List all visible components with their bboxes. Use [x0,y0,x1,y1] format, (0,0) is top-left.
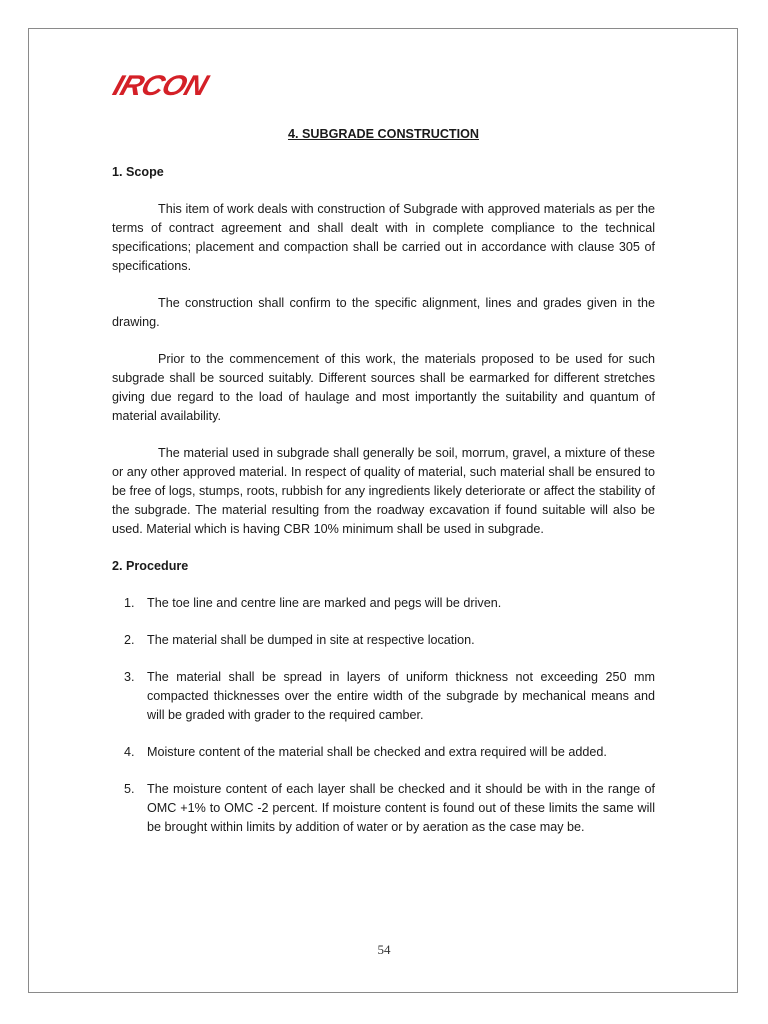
section-title: 4. SUBGRADE CONSTRUCTION [287,127,479,141]
list-item [112,780,655,837]
list-item-text: Moisture content of the material shall be checked and extra required will be added. [147,745,607,759]
scope-heading: 1. Scope [112,165,164,179]
ircon-logo: IRCON [109,70,211,102]
document-body [112,125,655,855]
procedure-heading: 2. Procedure [112,559,189,573]
list-item [112,594,655,613]
list-number: 2. [124,633,135,647]
list-item-text: The material shall be spread in layers of uniform thickness not exceeding 250 mm compacted thicknesses over the entire width of the subgrade by mechanical means and will be graded with grader to the required camber. [147,670,655,722]
list-item [112,631,655,650]
list-item [112,668,655,725]
procedure-list [112,594,655,837]
list-item-text: The toe line and centre line are marked and pegs will be driven. [147,596,502,610]
list-item [112,743,655,762]
list-number: 5. [124,782,135,796]
list-item-text: The moisture content of each layer shall be checked and it should be with in the range of OMC +1% to OMC -2 percent. If moisture content is found out of these limits the same will be brought within limits by addition of water or by aeration as the case may be. [147,782,655,834]
list-number: 1. [124,596,135,610]
scope-paragraph: The material used in subgrade shall generally be soil, morrum, gravel, a mixture of these or any other approved material. In respect of quality of material, such material shall be ensured to be free of logs, stumps, roots, rubbish for any ingredients likely deteriorate or affect the stability of the subgrade. The material resulting from the roadway excavation if found suitable will also be used. Material which is having CBR 10% minimum shall be used in subgrade. [112,446,655,536]
list-number: 3. [124,670,135,684]
page-number: 54 [377,942,391,957]
scope-paragraph: Prior to the commencement of this work, the materials proposed to be used for such subgrade shall be sourced suitably. Different sources shall be earmarked for different stretches giving due regard to the load of haulage and most importantly the suitability and quantum of material availability. [112,352,655,423]
scope-paragraph: This item of work deals with construction of Subgrade with approved materials as per the terms of contract agreement and shall dealt with in complete compliance to the technical specifications; placement and compaction shall be carried out in accordance with clause 305 of specifications. [112,202,655,273]
list-number: 4. [124,745,135,759]
list-item-text: The material shall be dumped in site at respective location. [147,633,475,647]
scope-paragraph: The construction shall confirm to the specific alignment, lines and grades given in the drawing. [112,296,655,329]
